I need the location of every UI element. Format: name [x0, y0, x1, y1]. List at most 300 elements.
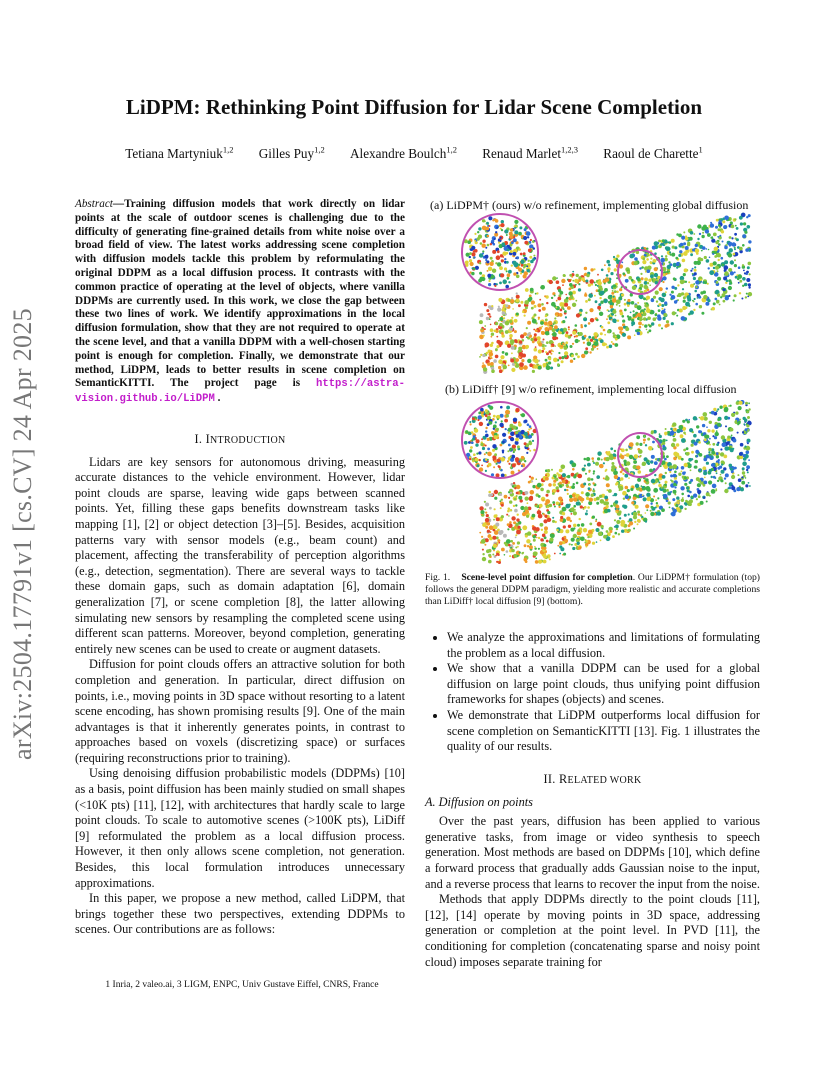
point-cloud-point: [502, 351, 505, 354]
point-cloud-point: [499, 500, 501, 502]
point-cloud-point: [537, 510, 542, 515]
point-cloud-point: [501, 457, 506, 462]
point-cloud-point: [528, 428, 530, 430]
point-cloud-point: [488, 517, 490, 519]
point-cloud-point: [748, 482, 750, 484]
point-cloud-point: [516, 492, 519, 495]
point-cloud-point: [485, 427, 487, 429]
point-cloud-point: [558, 497, 562, 501]
point-cloud-point: [674, 428, 676, 430]
point-cloud-point: [489, 316, 491, 318]
point-cloud-point: [638, 449, 643, 454]
point-cloud-point: [734, 233, 737, 236]
point-cloud-point: [581, 326, 584, 329]
point-cloud-point: [532, 370, 535, 373]
point-cloud-point: [672, 464, 677, 469]
point-cloud-point: [518, 423, 522, 427]
point-cloud-point: [564, 303, 568, 307]
point-cloud-point: [627, 521, 629, 523]
point-cloud-point: [745, 402, 748, 405]
point-cloud-b-points: [464, 400, 752, 564]
point-cloud-point: [681, 499, 684, 502]
point-cloud-point: [650, 510, 652, 512]
point-cloud-point: [554, 317, 556, 319]
point-cloud-point: [558, 474, 561, 477]
point-cloud-point: [538, 495, 541, 498]
point-cloud-point: [562, 320, 565, 323]
point-cloud-point: [615, 336, 617, 338]
point-cloud-point: [650, 503, 652, 505]
point-cloud-point: [694, 261, 698, 265]
point-cloud-point: [524, 442, 527, 445]
point-cloud-point: [650, 274, 654, 278]
point-cloud-point: [686, 447, 689, 450]
point-cloud-point: [524, 271, 528, 275]
point-cloud-point: [676, 263, 679, 266]
point-cloud-point: [500, 237, 502, 239]
point-cloud-point: [545, 359, 548, 362]
point-cloud-point: [612, 332, 614, 334]
point-cloud-point: [480, 242, 483, 245]
point-cloud-point: [510, 540, 513, 543]
point-cloud-point: [534, 546, 536, 548]
point-cloud-point: [575, 335, 578, 338]
point-cloud-point: [651, 322, 654, 325]
point-cloud-point: [715, 241, 718, 244]
point-cloud-point: [702, 466, 706, 470]
point-cloud-point: [735, 411, 738, 414]
point-cloud-point: [649, 329, 652, 332]
point-cloud-point: [547, 469, 550, 472]
point-cloud-point: [716, 472, 718, 474]
point-cloud-point: [566, 489, 568, 491]
point-cloud-point: [721, 435, 725, 439]
point-cloud-point: [707, 233, 711, 237]
point-cloud-point: [706, 248, 708, 250]
point-cloud-point: [738, 282, 740, 284]
point-cloud-point: [682, 420, 685, 423]
point-cloud-point: [614, 268, 617, 271]
point-cloud-point: [621, 530, 624, 533]
point-cloud-point: [553, 321, 556, 324]
point-cloud-point: [701, 250, 703, 252]
point-cloud-point: [653, 259, 657, 263]
point-cloud-point: [687, 242, 690, 245]
point-cloud-point: [642, 324, 644, 326]
point-cloud-point: [485, 409, 488, 412]
point-cloud-point: [495, 322, 498, 325]
point-cloud-point: [573, 497, 577, 501]
point-cloud-point: [744, 446, 746, 448]
point-cloud-point: [603, 462, 605, 464]
point-cloud-point: [731, 237, 733, 239]
point-cloud-point: [508, 444, 511, 447]
point-cloud-point: [582, 468, 585, 471]
point-cloud-point: [539, 327, 542, 330]
point-cloud-point: [509, 232, 513, 236]
point-cloud-point: [482, 362, 484, 364]
point-cloud-point: [734, 467, 737, 470]
point-cloud-point: [545, 474, 547, 476]
point-cloud-point: [722, 442, 727, 447]
point-cloud-point: [541, 303, 544, 306]
point-cloud-point: [562, 484, 565, 487]
point-cloud-point: [651, 479, 656, 484]
point-cloud-point: [469, 458, 471, 460]
point-cloud-point: [746, 411, 749, 414]
point-cloud-point: [573, 483, 575, 485]
point-cloud-point: [518, 264, 520, 266]
point-cloud-point: [651, 299, 655, 303]
point-cloud-point: [722, 264, 724, 266]
point-cloud-point: [518, 304, 521, 307]
point-cloud-point: [615, 500, 619, 504]
point-cloud-point: [705, 302, 709, 306]
point-cloud-point: [622, 315, 625, 318]
point-cloud-point: [560, 501, 562, 503]
point-cloud-point: [575, 284, 577, 286]
point-cloud-point: [599, 464, 603, 468]
point-cloud-point: [492, 418, 495, 421]
point-cloud-point: [482, 354, 485, 357]
point-cloud-point: [524, 544, 527, 547]
point-cloud-point: [735, 225, 737, 227]
point-cloud-point: [716, 300, 719, 303]
point-cloud-point: [573, 534, 577, 538]
point-cloud-point: [585, 280, 588, 283]
point-cloud-point: [677, 284, 679, 286]
point-cloud-point: [739, 292, 741, 294]
point-cloud-point: [653, 496, 655, 498]
point-cloud-point: [644, 285, 648, 289]
point-cloud-point: [682, 259, 686, 263]
point-cloud-point: [483, 335, 485, 337]
point-cloud-point: [506, 415, 509, 418]
point-cloud-point: [559, 553, 561, 555]
point-cloud-point: [599, 297, 601, 299]
point-cloud-point: [482, 244, 486, 248]
point-cloud-point: [734, 271, 736, 273]
point-cloud-point: [678, 473, 681, 476]
point-cloud-point: [505, 304, 508, 307]
point-cloud-point: [684, 477, 687, 480]
point-cloud-point: [484, 453, 486, 455]
point-cloud-point: [649, 284, 651, 286]
point-cloud-point: [489, 534, 491, 536]
point-cloud-point: [546, 365, 551, 370]
point-cloud-point: [510, 455, 512, 457]
point-cloud-point: [644, 324, 647, 327]
point-cloud-point: [638, 317, 640, 319]
point-cloud-point: [494, 460, 497, 463]
point-cloud-point: [665, 428, 667, 430]
point-cloud-point: [688, 458, 692, 462]
project-page-link[interactable]: https://astra-vision.github.io/LiDPM: [75, 378, 405, 406]
point-cloud-point: [492, 250, 496, 254]
point-cloud-point: [525, 535, 528, 538]
point-cloud-point: [604, 288, 608, 292]
point-cloud-point: [661, 255, 663, 257]
point-cloud-point: [508, 281, 510, 283]
point-cloud-point: [499, 317, 503, 321]
point-cloud-point: [650, 512, 654, 516]
point-cloud-point: [723, 225, 727, 229]
point-cloud-point: [640, 455, 642, 457]
point-cloud-point: [629, 254, 634, 259]
point-cloud-point: [681, 316, 686, 321]
point-cloud-point: [716, 430, 718, 432]
point-cloud-point: [595, 519, 597, 521]
point-cloud-point: [545, 327, 549, 331]
point-cloud-point: [610, 505, 613, 508]
point-cloud-point: [623, 498, 625, 500]
point-cloud-point: [673, 490, 677, 494]
point-cloud-point: [592, 482, 594, 484]
point-cloud-point: [512, 308, 514, 310]
point-cloud-point: [477, 231, 479, 233]
point-cloud-point: [515, 441, 519, 445]
point-cloud-point: [576, 274, 579, 277]
point-cloud-point: [482, 557, 486, 561]
point-cloud-point: [518, 232, 522, 236]
point-cloud-point: [508, 544, 511, 547]
point-cloud-point: [478, 412, 481, 415]
point-cloud-point: [584, 324, 587, 327]
point-cloud-point: [680, 434, 684, 438]
point-cloud-point: [696, 425, 699, 428]
point-cloud-point: [544, 295, 546, 297]
point-cloud-point: [567, 475, 570, 478]
point-cloud-point: [545, 315, 547, 317]
point-cloud-point: [508, 497, 510, 499]
point-cloud-point: [558, 352, 560, 354]
point-cloud-point: [476, 439, 480, 443]
point-cloud-point: [538, 537, 540, 539]
point-cloud-point: [492, 444, 496, 448]
point-cloud-point: [575, 300, 577, 302]
point-cloud-point: [710, 223, 714, 227]
point-cloud-point: [515, 431, 518, 434]
point-cloud-point: [497, 308, 501, 312]
point-cloud-point: [524, 315, 526, 317]
point-cloud-point: [664, 309, 666, 311]
point-cloud-point: [614, 343, 618, 347]
point-cloud-point: [711, 451, 715, 455]
point-cloud-point: [650, 261, 653, 264]
point-cloud-point: [715, 226, 718, 229]
point-cloud-point: [487, 225, 489, 227]
point-cloud-point: [660, 243, 663, 246]
point-cloud-point: [541, 529, 543, 531]
point-cloud-point: [589, 279, 594, 284]
point-cloud-point: [656, 502, 658, 504]
point-cloud-point: [654, 273, 658, 277]
point-cloud-point: [525, 288, 529, 292]
point-cloud-point: [609, 530, 612, 533]
point-cloud-point: [597, 306, 601, 310]
point-cloud-point: [478, 227, 481, 230]
point-cloud-point: [715, 432, 719, 436]
point-cloud-point: [538, 560, 542, 564]
point-cloud-point: [527, 502, 529, 504]
point-cloud-point: [481, 536, 483, 538]
point-cloud-point: [540, 285, 545, 290]
point-cloud-point: [659, 287, 663, 291]
point-cloud-point: [622, 333, 626, 337]
abstract: Abstract—Training diffusion models that work directly on lidar points at the scale of outdoor scenes is challenging due to the difficulty of generating fine-grained details from white noise over a broad field of view. The latest works addressing scene completion with diffusion models tackle this problem by reformulating the original DDPM as a local diffusion process. It contrasts with the common practice of operating at the level of objects, where vanilla DDPMs are currently used. In this work, we close the gap between these two lines of work. We identify approximations in the local diffusion formulation, show that they are not required to operate at the scene level, and that a vanilla DDPM with a well-chosen starting point is enough for completion. Finally, we demonstrate that our method, LiDPM, leads to better results in scene completion on SemanticKITTI. The project page is https://astra-vision.github.io/LiDPM .: [75, 198, 405, 406]
point-cloud-point: [742, 467, 745, 470]
point-cloud-point: [571, 354, 574, 357]
point-cloud-point: [508, 515, 510, 517]
point-cloud-point: [529, 363, 533, 367]
point-cloud-point: [562, 512, 565, 515]
point-cloud-point: [535, 346, 537, 348]
point-cloud-point: [578, 340, 580, 342]
point-cloud-point: [466, 253, 470, 257]
point-cloud-point: [636, 442, 639, 445]
point-cloud-point: [572, 331, 576, 335]
point-cloud-point: [739, 452, 743, 456]
point-cloud-point: [691, 451, 694, 454]
point-cloud-point: [694, 442, 698, 446]
point-cloud-point: [709, 270, 714, 275]
point-cloud-point: [696, 455, 698, 457]
point-cloud-point: [556, 307, 558, 309]
point-cloud-point: [479, 506, 483, 510]
point-cloud-point: [729, 281, 732, 284]
point-cloud-point: [585, 473, 587, 475]
point-cloud-point: [639, 326, 642, 329]
point-cloud-point: [588, 336, 591, 339]
point-cloud-point: [665, 481, 668, 484]
point-cloud-point: [742, 264, 744, 266]
point-cloud-point: [484, 303, 487, 306]
point-cloud-point: [571, 485, 575, 489]
point-cloud-point: [502, 311, 505, 314]
point-cloud-point: [682, 306, 686, 310]
point-cloud-point: [499, 493, 502, 496]
point-cloud-point: [537, 336, 541, 340]
point-cloud-point: [734, 248, 736, 250]
point-cloud-point: [646, 248, 648, 250]
point-cloud-point: [572, 547, 575, 550]
point-cloud-point: [469, 449, 472, 452]
point-cloud-point: [714, 247, 719, 252]
point-cloud-point: [593, 473, 595, 475]
point-cloud-point: [643, 439, 646, 442]
point-cloud-point: [556, 277, 558, 279]
point-cloud-point: [534, 348, 538, 352]
point-cloud-point: [517, 541, 520, 544]
point-cloud-point: [697, 224, 701, 228]
point-cloud-point: [616, 511, 618, 513]
point-cloud-point: [512, 542, 515, 545]
point-cloud-point: [504, 258, 506, 260]
point-cloud-point: [556, 280, 560, 284]
point-cloud-point: [740, 487, 744, 491]
point-cloud-point: [708, 480, 712, 484]
point-cloud-point: [663, 313, 667, 317]
point-cloud-point: [738, 406, 742, 410]
point-cloud-point: [664, 301, 667, 304]
point-cloud-point: [511, 346, 515, 350]
point-cloud-point: [503, 279, 507, 283]
point-cloud-point: [596, 319, 599, 322]
point-cloud-point: [520, 334, 524, 338]
point-cloud-point: [691, 444, 694, 447]
point-cloud-point: [548, 483, 552, 487]
point-cloud-point: [486, 317, 489, 320]
point-cloud-point: [614, 290, 617, 293]
point-cloud-point: [624, 454, 626, 456]
point-cloud-point: [481, 465, 483, 467]
point-cloud-point: [491, 473, 494, 476]
point-cloud-point: [647, 488, 651, 492]
point-cloud-point: [505, 352, 508, 355]
point-cloud-point: [613, 284, 616, 287]
point-cloud-point: [666, 489, 669, 492]
point-cloud-point: [594, 341, 599, 346]
point-cloud-point: [663, 317, 666, 320]
point-cloud-point: [515, 438, 519, 442]
point-cloud-point: [585, 546, 587, 548]
point-cloud-point: [730, 260, 734, 264]
point-cloud-point: [546, 341, 549, 344]
point-cloud-point: [532, 440, 534, 442]
point-cloud-point: [701, 235, 704, 238]
point-cloud-point: [510, 299, 515, 304]
point-cloud-point: [612, 535, 615, 538]
point-cloud-point: [748, 402, 750, 404]
point-cloud-point: [695, 450, 699, 454]
point-cloud-point: [564, 275, 566, 277]
point-cloud-point: [534, 305, 537, 308]
point-cloud-point: [547, 506, 549, 508]
point-cloud-point: [642, 494, 644, 496]
point-cloud-point: [510, 466, 512, 468]
point-cloud-point: [662, 439, 665, 442]
point-cloud-point: [731, 475, 735, 479]
point-cloud-point: [570, 520, 572, 522]
point-cloud-point: [589, 498, 593, 502]
point-cloud-point: [599, 495, 602, 498]
point-cloud-point: [694, 460, 698, 464]
point-cloud-point: [501, 515, 504, 518]
point-cloud-point: [686, 487, 689, 490]
point-cloud-point: [600, 291, 605, 296]
point-cloud-point: [682, 288, 684, 290]
author: Gilles Puy$^{1,2}$: [258, 145, 325, 162]
point-cloud-point: [606, 530, 609, 533]
point-cloud-point: [500, 355, 504, 359]
point-cloud-point: [499, 323, 503, 327]
point-cloud-point: [665, 291, 667, 293]
point-cloud-point: [634, 261, 638, 265]
point-cloud-point: [684, 508, 686, 510]
point-cloud-point: [624, 309, 627, 312]
point-cloud-point: [489, 406, 493, 410]
point-cloud-point: [693, 233, 695, 235]
point-cloud-point: [490, 324, 492, 326]
point-cloud-point: [553, 480, 556, 483]
point-cloud-point: [512, 463, 516, 467]
point-cloud-point: [697, 490, 701, 494]
point-cloud-point: [571, 513, 573, 515]
point-cloud-point: [491, 240, 494, 243]
point-cloud-point: [587, 506, 590, 509]
point-cloud-point: [596, 541, 598, 543]
point-cloud-point: [640, 273, 642, 275]
